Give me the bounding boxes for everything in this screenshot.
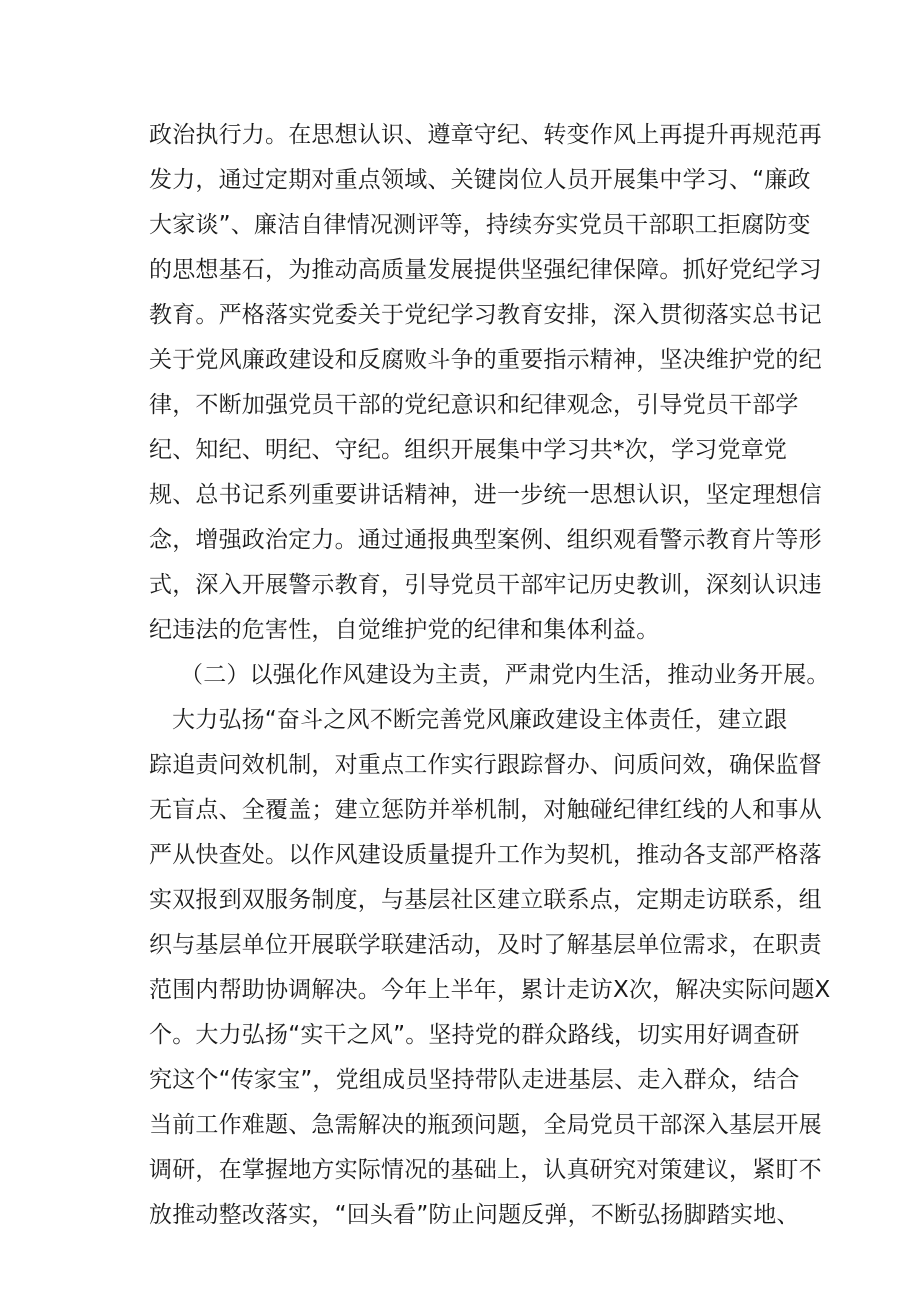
body-line: 究这个“传家宝”，党组成员坚持带队走进基层、走入群众，结合 (149, 1067, 800, 1093)
body-line: 严从快查处。以作风建设质量提升工作为契机，推动各支部严格落 (149, 842, 822, 868)
body-line: 的思想基石，为推动高质量发展提供坚强纪律保障。抓好党纪学习 (149, 257, 822, 283)
body-line: 实双报到双服务制度，与基层社区建立联系点，定期走访联系，组 (149, 887, 822, 913)
body-line: 纪、知纪、明纪、守纪。组织开展集中学习共*次，学习党章党 (149, 437, 788, 463)
body-line: 教育。严格落实党委关于党纪学习教育安排，深入贯彻落实总书记 (149, 302, 822, 328)
body-line: 规、总书记系列重要讲话精神，进一步统一思想认识，坚定理想信 (149, 482, 822, 508)
body-line: 无盲点、全覆盖；建立惩防并举机制，对触碰纪律红线的人和事从 (149, 797, 822, 823)
body-line: 政治执行力。在思想认识、遵章守纪、转变作风上再提升再规范再 (149, 122, 822, 148)
body-line: 当前工作难题、急需解决的瓶颈问题，全局党员干部深入基层开展 (149, 1112, 822, 1138)
body-line: 调研，在掌握地方实际情况的基础上，认真研究对策建议，紧盯不 (149, 1157, 822, 1183)
body-line: 关于党风廉政建设和反腐败斗争的重要指示精神，坚决维护党的纪 (149, 347, 822, 373)
body-line: 纪违法的危害性，自觉维护党的纪律和集体利益。 (149, 617, 660, 643)
body-line: 大家谈”、廉洁自律情况测评等，持续夯实党员干部职工拒腐防变 (149, 212, 811, 238)
body-line: 踪追责问效机制，对重点工作实行跟踪督办、问质问效，确保监督 (149, 752, 822, 778)
body-line: 发力，通过定期对重点领域、关键岗位人员开展集中学习、“廉政 (149, 167, 811, 193)
body-line: 范围内帮助协调解决。今年上半年，累计走访X次，解决实际问题X (149, 977, 831, 1003)
body-line: 大力弘扬“奋斗之风不断完善党风廉政建设主体责任，建立跟 (172, 707, 788, 733)
body-line: 个。大力弘扬“实干之风”。坚持党的群众路线，切实用好调查研 (149, 1022, 800, 1048)
section-heading: （二）以强化作风建设为主责，严肃党内生活，推动业务开展。 (180, 662, 830, 688)
body-line: 律，不断加强党员干部的党纪意识和纪律观念，引导党员干部学 (149, 392, 799, 418)
body-line: 织与基层单位开展联学联建活动，及时了解基层单位需求，在职责 (149, 932, 822, 958)
body-line: 式，深入开展警示教育，引导党员干部牢记历史教训，深刻认识违 (149, 572, 822, 598)
body-line: 放推动整改落实，“回头看”防止问题反弹，不断弘扬脚踏实地、 (149, 1202, 800, 1228)
body-line: 念，增强政治定力。通过通报典型案例、组织观看警示教育片等形 (149, 527, 822, 553)
